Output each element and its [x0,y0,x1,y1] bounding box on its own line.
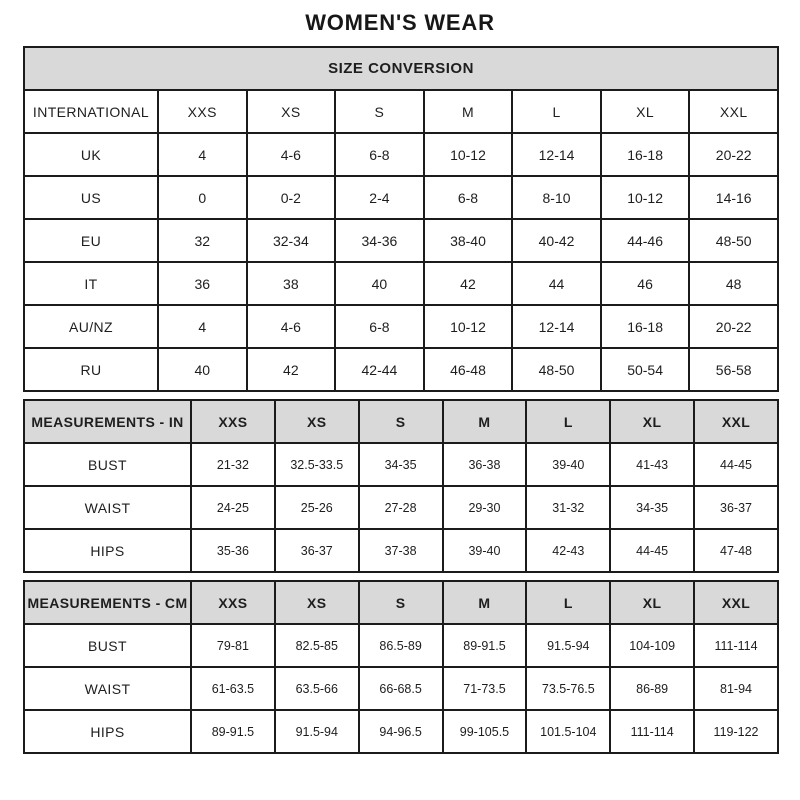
value-cell: 10-12 [424,305,513,348]
table-row [24,262,778,305]
value-cell: 34-35 [610,486,694,529]
size-column-header: L [526,581,610,624]
value-cell: 111-114 [610,710,694,753]
table-header-row [24,90,778,133]
size-column-header: XS [275,581,359,624]
row-label: AU/NZ [24,305,158,348]
value-cell: 71-73.5 [443,667,527,710]
value-cell: 0 [158,176,247,219]
row-label: WAIST [24,667,191,710]
value-cell: 4-6 [247,133,336,176]
row-label: UK [24,133,158,176]
row-label: IT [24,262,158,305]
value-cell: 42 [424,262,513,305]
value-cell: 32 [158,219,247,262]
value-cell: 6-8 [335,305,424,348]
size-column-header: S [359,581,443,624]
measurements-cm-table [23,580,779,754]
size-column-header: XXS [158,90,247,133]
table-banner: SIZE CONVERSION [24,47,778,90]
value-cell: 37-38 [359,529,443,572]
value-cell: 44-45 [610,529,694,572]
value-cell: 35-36 [191,529,275,572]
size-conversion-table [23,46,779,392]
value-cell: 99-105.5 [443,710,527,753]
value-cell: 31-32 [526,486,610,529]
size-column-header: XL [610,581,694,624]
size-column-header: M [424,90,513,133]
value-cell: 10-12 [601,176,690,219]
table-row [24,710,778,753]
value-cell: 41-43 [610,443,694,486]
value-cell: 66-68.5 [359,667,443,710]
size-column-header: S [359,400,443,443]
value-cell: 46-48 [424,348,513,391]
size-column-header: M [443,581,527,624]
value-cell: 24-25 [191,486,275,529]
value-cell: 61-63.5 [191,667,275,710]
value-cell: 86.5-89 [359,624,443,667]
table-row [24,667,778,710]
value-cell: 36-37 [694,486,778,529]
value-cell: 40 [335,262,424,305]
value-cell: 39-40 [443,529,527,572]
value-cell: 48 [689,262,778,305]
value-cell: 44 [512,262,601,305]
value-cell: 38 [247,262,336,305]
value-cell: 12-14 [512,133,601,176]
table-header-row [24,581,778,624]
table-row [24,624,778,667]
value-cell: 40 [158,348,247,391]
value-cell: 89-91.5 [191,710,275,753]
row-label: BUST [24,443,191,486]
value-cell: 16-18 [601,133,690,176]
row-label: BUST [24,624,191,667]
value-cell: 34-35 [359,443,443,486]
value-cell: 32-34 [247,219,336,262]
value-cell: 91.5-94 [275,710,359,753]
value-cell: 32.5-33.5 [275,443,359,486]
value-cell: 40-42 [512,219,601,262]
page-title: WOMEN'S WEAR [305,10,495,35]
value-cell: 89-91.5 [443,624,527,667]
table-row [24,443,778,486]
row-label: WAIST [24,486,191,529]
value-cell: 20-22 [689,305,778,348]
value-cell: 4 [158,305,247,348]
value-cell: 4 [158,133,247,176]
row-label: HIPS [24,529,191,572]
value-cell: 39-40 [526,443,610,486]
value-cell: 46 [601,262,690,305]
value-cell: 21-32 [191,443,275,486]
table-row [24,348,778,391]
table-row [24,529,778,572]
value-cell: 25-26 [275,486,359,529]
value-cell: 6-8 [424,176,513,219]
value-cell: 42-43 [526,529,610,572]
size-column-header: XXL [694,581,778,624]
value-cell: 86-89 [610,667,694,710]
table-row [24,486,778,529]
size-column-header: XXL [689,90,778,133]
value-cell: 8-10 [512,176,601,219]
value-cell: 91.5-94 [526,624,610,667]
table-head-label: MEASUREMENTS - IN [24,400,191,443]
row-label: HIPS [24,710,191,753]
value-cell: 119-122 [694,710,778,753]
size-column-header: M [443,400,527,443]
size-column-header: S [335,90,424,133]
value-cell: 4-6 [247,305,336,348]
value-cell: 16-18 [601,305,690,348]
value-cell: 14-16 [689,176,778,219]
value-cell: 101.5-104 [526,710,610,753]
value-cell: 79-81 [191,624,275,667]
value-cell: 81-94 [694,667,778,710]
value-cell: 47-48 [694,529,778,572]
value-cell: 10-12 [424,133,513,176]
value-cell: 42 [247,348,336,391]
row-label: RU [24,348,158,391]
value-cell: 56-58 [689,348,778,391]
value-cell: 27-28 [359,486,443,529]
size-column-header: L [526,400,610,443]
size-column-header: XL [601,90,690,133]
table-row [24,176,778,219]
value-cell: 6-8 [335,133,424,176]
value-cell: 36 [158,262,247,305]
value-cell: 111-114 [694,624,778,667]
value-cell: 44-45 [694,443,778,486]
table-banner-row [24,47,778,90]
value-cell: 34-36 [335,219,424,262]
size-column-header: XXS [191,581,275,624]
measurements-in-table [23,399,779,573]
value-cell: 38-40 [424,219,513,262]
row-label: US [24,176,158,219]
tables-container [23,46,779,754]
size-column-header: XS [247,90,336,133]
table-row [24,305,778,348]
table-header-row [24,400,778,443]
table-head-label: MEASUREMENTS - CM [24,581,191,624]
row-label: EU [24,219,158,262]
value-cell: 20-22 [689,133,778,176]
size-column-header: XXL [694,400,778,443]
value-cell: 42-44 [335,348,424,391]
table-head-label: INTERNATIONAL [24,90,158,133]
value-cell: 104-109 [610,624,694,667]
size-column-header: XL [610,400,694,443]
value-cell: 48-50 [512,348,601,391]
size-column-header: L [512,90,601,133]
value-cell: 63.5-66 [275,667,359,710]
value-cell: 82.5-85 [275,624,359,667]
value-cell: 12-14 [512,305,601,348]
value-cell: 2-4 [335,176,424,219]
table-row [24,133,778,176]
value-cell: 44-46 [601,219,690,262]
value-cell: 48-50 [689,219,778,262]
value-cell: 36-37 [275,529,359,572]
value-cell: 73.5-76.5 [526,667,610,710]
value-cell: 94-96.5 [359,710,443,753]
value-cell: 50-54 [601,348,690,391]
value-cell: 0-2 [247,176,336,219]
size-column-header: XXS [191,400,275,443]
value-cell: 29-30 [443,486,527,529]
size-column-header: XS [275,400,359,443]
table-row [24,219,778,262]
value-cell: 36-38 [443,443,527,486]
